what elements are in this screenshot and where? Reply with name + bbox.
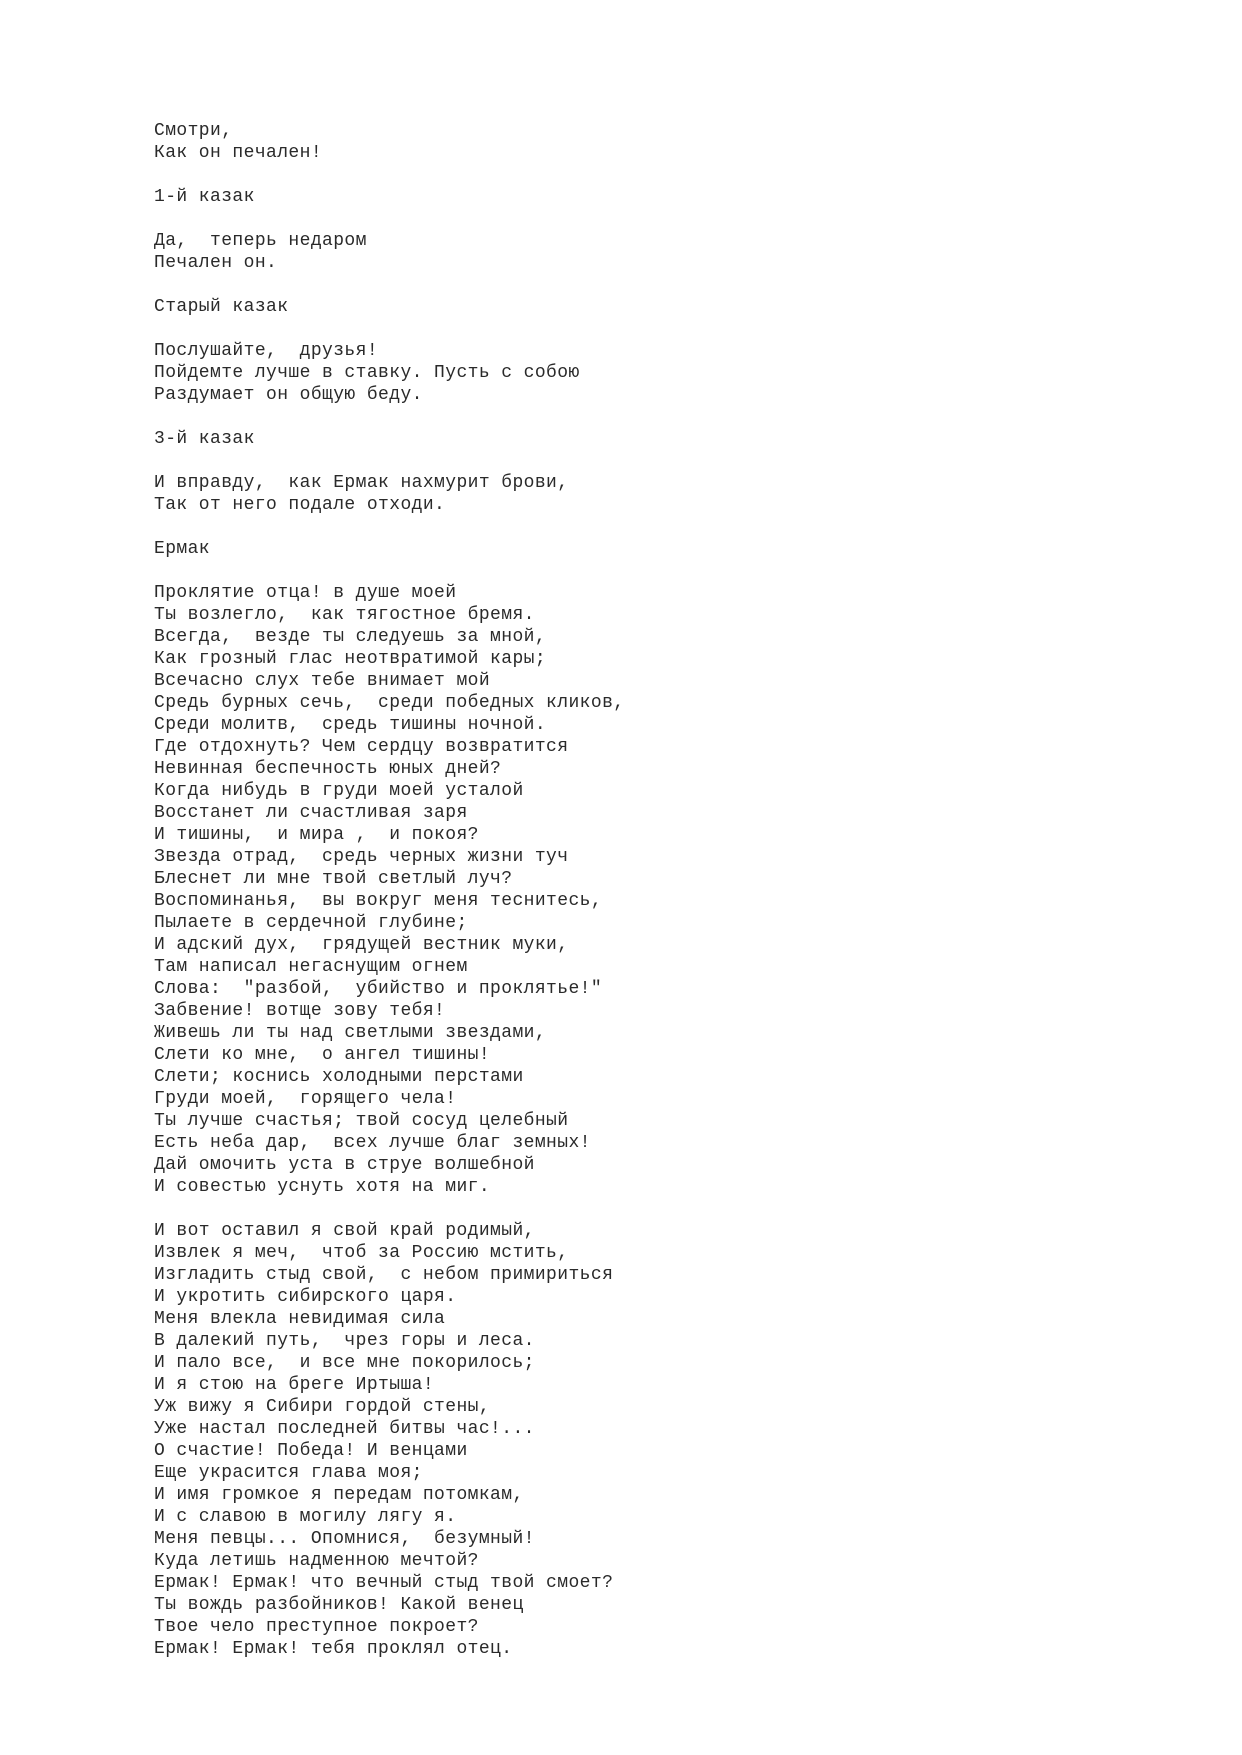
blank-line [154,450,1154,472]
text-line: Ты возлегло, как тягостное бремя. [154,605,535,625]
text-line: Воспоминанья, вы вокруг меня теснитесь, [154,891,603,911]
text-line: Послушайте, друзья! [154,341,379,361]
text-line: Меня певцы... Опомнися, безумный! [154,1529,535,1549]
text-line: Груди моей, горящего чела! [154,1089,457,1109]
text-line: И вправду, как Ермак нахмурит брови, [154,473,569,493]
text-line: Ермак! Ермак! тебя проклял отец. [154,1639,513,1659]
text-line: И вот оставил я свой край родимый, [154,1221,535,1241]
text-line: И с славою в могилу лягу я. [154,1507,457,1527]
blank-line [154,164,1154,186]
text-line: Уж вижу я Сибири гордой стены, [154,1397,491,1417]
text-line: Слети; коснись холодными перстами [154,1067,524,1087]
text-line: Ермак! Ермак! что вечный стыд твой смоет? [154,1573,614,1593]
text-line: Как он печален! [154,143,323,163]
text-line: Изгладить стыд свой, с небом примириться [154,1265,614,1285]
blank-line [154,318,1154,340]
text-line: Ермак [154,539,211,559]
text-line: Восстанет ли счастливая заря [154,803,468,823]
text-line: Слова: "разбой, убийство и проклятье!" [154,979,603,999]
text-line: Еще украсится глава моя; [154,1463,423,1483]
text-line: Слети ко мне, о ангел тишины! [154,1045,491,1065]
blank-line [154,208,1154,230]
text-line: Есть неба дар, всех лучше благ земных! [154,1133,591,1153]
text-line: О счастие! Победа! И венцами [154,1441,468,1461]
text-line: Пойдемте лучше в ставку. Пусть с собою [154,363,580,383]
text-line: Всечасно слух тебе внимает мой [154,671,491,691]
text-line: Средь бурных сечь, среди победных кликов, [154,693,625,713]
blank-line [154,560,1154,582]
text-line: И укротить сибирского царя. [154,1287,457,1307]
text-line: Уже настал последней битвы час!... [154,1419,535,1439]
text-line: Меня влекла невидимая сила [154,1309,446,1329]
text-line: И имя громкое я передам потомкам, [154,1485,524,1505]
text-line: 1-й казак [154,187,255,207]
text-line: Раздумает он общую беду. [154,385,423,405]
text-line: Звезда отрад, средь черных жизни туч [154,847,569,867]
text-line: Извлек я меч, чтоб за Россию мстить, [154,1243,569,1263]
text-line: И тишины, и мира , и покоя? [154,825,479,845]
blank-line [154,406,1154,428]
blank-line [154,516,1154,538]
text-line: Проклятие отца! в душе моей [154,583,457,603]
text-line: Невинная беспечность юных дней? [154,759,502,779]
text-line: Старый казак [154,297,289,317]
text-line: Пылаете в сердечной глубине; [154,913,468,933]
text-line: Твое чело преступное покроет? [154,1617,479,1637]
text-line: Всегда, везде ты следуешь за мной, [154,627,547,647]
play-text [154,120,1154,1660]
text-line: Да, теперь недаром [154,231,367,251]
text-line: Дай омочить уста в струе волшебной [154,1155,535,1175]
text-line: И я стою на бреге Иртыша! [154,1375,435,1395]
text-line: Так от него подале отходи. [154,495,446,515]
text-line: Куда летишь надменною мечтой? [154,1551,479,1571]
text-line: 3-й казак [154,429,255,449]
text-line: Там написал негаснущим огнем [154,957,468,977]
text-line: И совестью уснуть хотя на миг. [154,1177,491,1197]
blank-line [154,1198,1154,1220]
text-line: Когда нибудь в груди моей усталой [154,781,524,801]
text-line: Смотри, [154,121,233,141]
text-line: Ты вождь разбойников! Какой венец [154,1595,524,1615]
text-line: В далекий путь, чрез горы и леса. [154,1331,535,1351]
text-line: Блеснет ли мне твой светлый луч? [154,869,513,889]
text-line: И адский дух, грядущей вестник муки, [154,935,569,955]
blank-line [154,274,1154,296]
text-line: Забвение! вотще зову тебя! [154,1001,446,1021]
text-line: Как грозный глас неотвратимой кары; [154,649,547,669]
text-line: Где отдохнуть? Чем сердцу возвратится [154,737,569,757]
text-line: Живешь ли ты над светлыми звездами, [154,1023,547,1043]
text-line: Среди молитв, средь тишины ночной. [154,715,547,735]
text-line: И пало все, и все мне покорилось; [154,1353,535,1373]
text-line: Ты лучше счастья; твой сосуд целебный [154,1111,569,1131]
text-line: Печален он. [154,253,278,273]
